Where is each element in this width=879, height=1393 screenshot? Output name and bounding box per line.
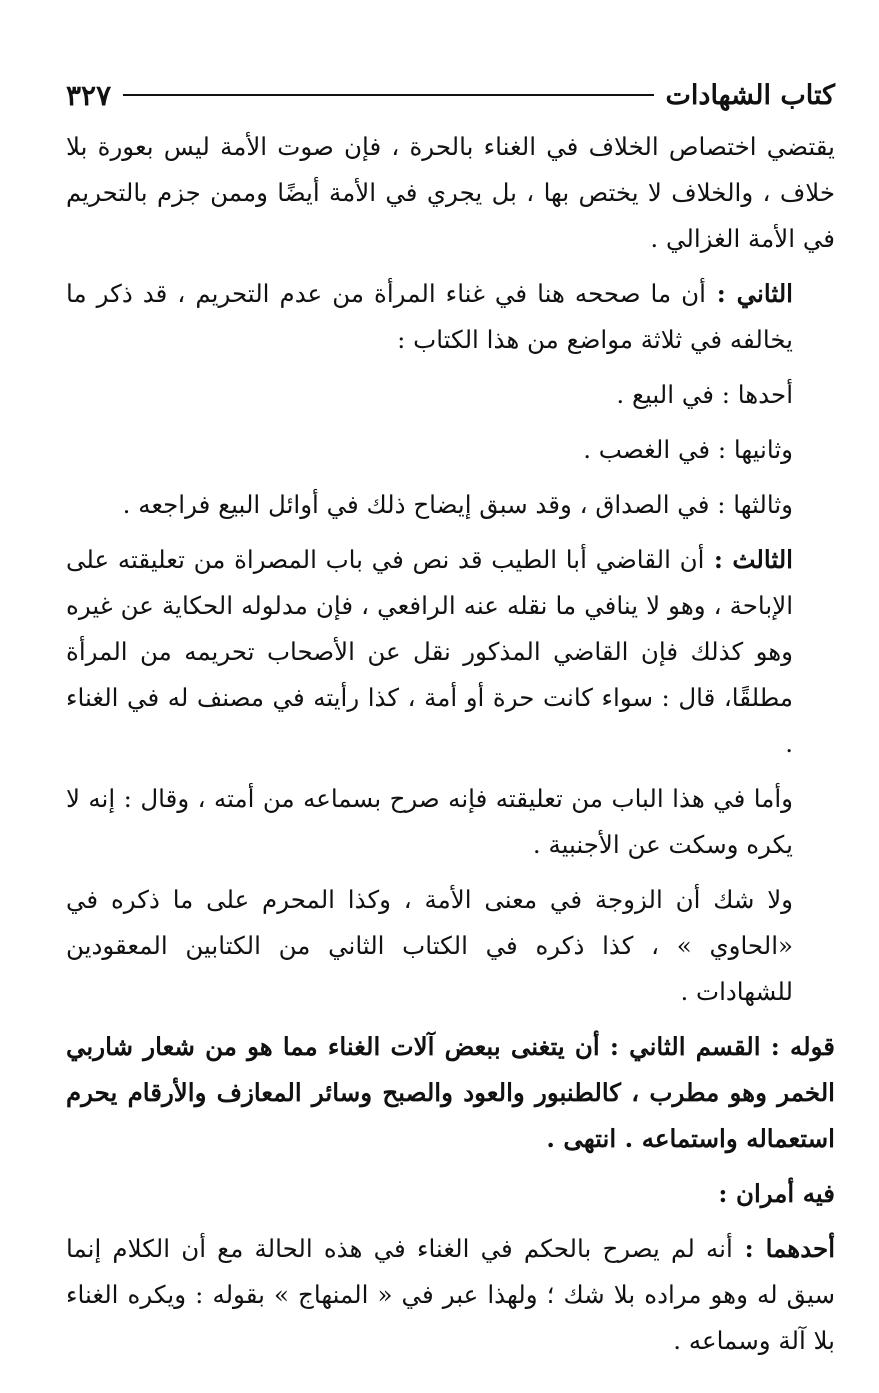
paragraph-text: فيه أمران :	[718, 1179, 835, 1208]
paragraph-text: أن القاضي أبا الطيب قد نص في باب المصراة من تعليقته على الإباحة ، وهو لا ينافي ما نقله عنه الرافعي ، فإن مدلوله الحكاية عن غيره وهو كذلك فإن القاضي المذكور نقل عن الأصحاب تحريمه من المرأة مطلقًا، قال : سواء كانت حرة أو أمة ، كذا رأيته في مصنف له في الغناء .	[66, 545, 793, 758]
paragraph-text: أنه لم يصرح بالحكم في الغناء في هذه الحالة مع أن الكلام إنما سيق له وهو مراده بلا شك ؛ ولهذا عبر في « المنهاج » بقوله : ويكره الغناء بلا آلة وسماعه .	[66, 1234, 835, 1355]
paragraph	[66, 877, 835, 1015]
quoted-passage	[66, 1024, 835, 1162]
paragraph-text: ولا شك أن الزوجة في معنى الأمة ، وكذا المحرم على ما ذكره في «الحاوي » ، كذا ذكره في الكتاب الثاني من الكتابين المعقودين للشهادات .	[66, 885, 793, 1006]
page-body	[66, 124, 835, 1364]
paragraph	[66, 271, 835, 363]
paragraph	[66, 1226, 835, 1364]
paragraph	[66, 482, 835, 528]
paragraph	[66, 372, 835, 418]
paragraph-text: وثانيها : في الغصب .	[583, 435, 793, 464]
paragraph-lead: الثاني :	[705, 279, 793, 308]
paragraph-lead: الثالث :	[704, 545, 793, 574]
paragraph-lead: أحدهما :	[732, 1234, 836, 1263]
section-heading	[66, 1171, 835, 1217]
paragraph-text: وثالثها : في الصداق ، وقد سبق إيضاح ذلك في أوائل البيع فراجعه .	[122, 490, 793, 519]
paragraph	[66, 124, 835, 262]
header-rule	[123, 94, 653, 96]
paragraph	[66, 427, 835, 473]
paragraph-text: أن ما صححه هنا في غناء المرأة من عدم التحريم ، قد ذكر ما يخالفه في ثلاثة مواضع من هذا الكتاب :	[66, 279, 793, 354]
paragraph	[66, 776, 835, 868]
paragraph-text: يقتضي اختصاص الخلاف في الغناء بالحرة ، فإن صوت الأمة ليس بعورة بلا خلاف ، والخلاف لا يختص بها ، بل يجري في الأمة أيضًا وممن جزم بالتحريم في الأمة الغزالي .	[66, 132, 835, 253]
page-number: ٣٢٧	[66, 78, 112, 112]
paragraph-text: قوله : القسم الثاني : أن يتغنى ببعض آلات الغناء مما هو من شعار شاربي الخمر وهو مطرب ، كالطنبور والعود والصبح وسائر المعازف والأرقام يحرم استعماله واستماعه . انتهى .	[66, 1032, 835, 1153]
paragraph	[66, 537, 835, 767]
chapter-title: كتاب الشهادات	[665, 79, 835, 111]
paragraph-text: أحدها : في البيع .	[616, 380, 793, 409]
page-header	[66, 70, 835, 120]
paragraph-text: وأما في هذا الباب من تعليقته فإنه صرح بسماعه من أمته ، وقال : إنه لا يكره وسكت عن الأجنبية .	[66, 784, 793, 859]
